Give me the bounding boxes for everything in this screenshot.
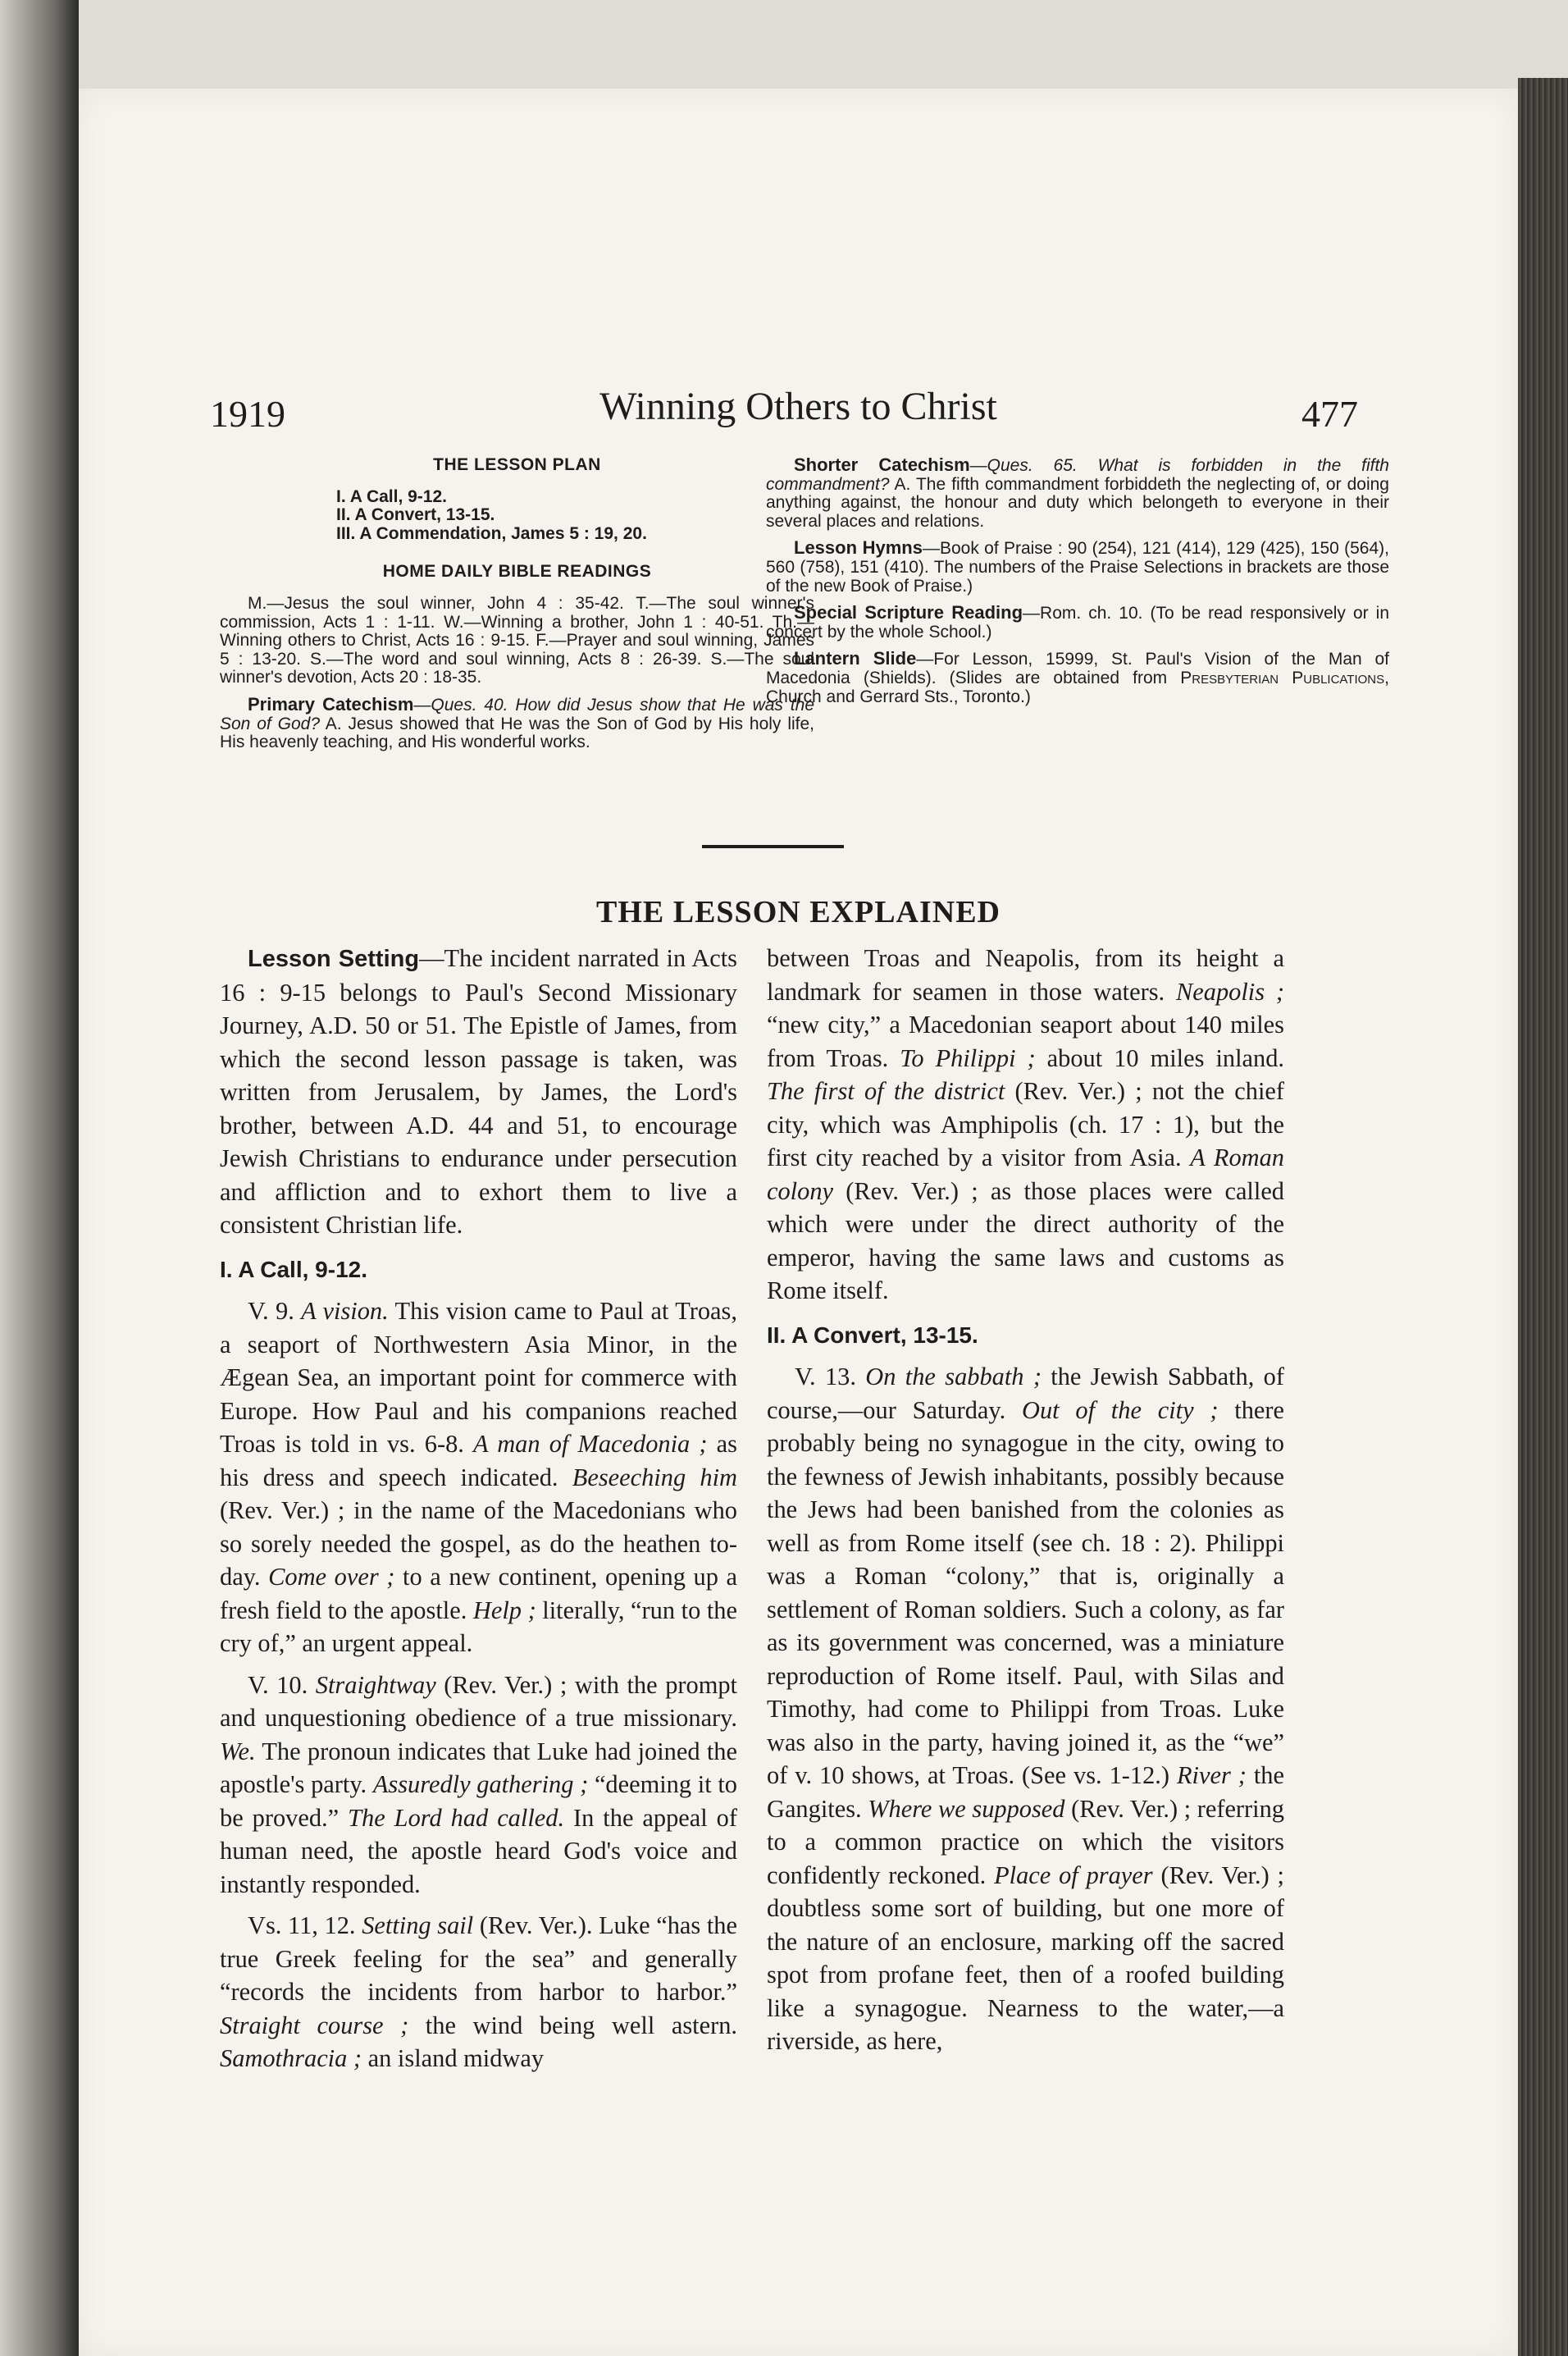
primary-catechism-answer: A. Jesus showed that He was the Son of God by His holy life, His heavenly teaching, and His wonderful works. bbox=[220, 714, 814, 752]
verse-term: The Lord had called. bbox=[348, 1803, 565, 1832]
verse-term: Place of prayer bbox=[994, 1861, 1153, 1889]
lesson-plan-heading: THE LESSON PLAN bbox=[433, 455, 601, 474]
verse-term: Samothracia ; bbox=[220, 2044, 362, 2072]
verse-term: Where we supposed bbox=[868, 1794, 1065, 1823]
verse-term: A Roman colony bbox=[767, 1144, 1284, 1205]
verse-term: Straightway bbox=[315, 1670, 436, 1699]
verse-term: Setting sail bbox=[362, 1911, 474, 1939]
verse-term: River ; bbox=[1176, 1761, 1247, 1789]
lesson-setting bbox=[220, 942, 737, 1242]
section-heading-call: I. A Call, 9-12. bbox=[220, 1256, 367, 1282]
verse-term: To Philippi ; bbox=[900, 1043, 1036, 1072]
verse-term: The first of the district bbox=[767, 1077, 1005, 1105]
lantern-slide-label: Lantern Slide bbox=[794, 648, 917, 669]
special-reading-label: Special Scripture Reading bbox=[794, 602, 1023, 623]
running-head bbox=[79, 308, 1518, 435]
verse-term: On the sabbath ; bbox=[865, 1363, 1042, 1390]
verse-text: (Rev. Ver.). Luke “has the true Greek feeling for the sea” and generally “records the incidents from harbor to harbor.” bbox=[220, 1911, 737, 2006]
section-title: THE LESSON EXPLAINED bbox=[595, 895, 1001, 929]
lantern-slide-text-end: , Church and Gerrard Sts., Toronto.) bbox=[766, 668, 1389, 706]
verse-10 bbox=[220, 1669, 737, 1902]
verse-term: A vision. bbox=[301, 1297, 389, 1325]
section-divider bbox=[702, 845, 844, 848]
verse-text: In the appeal of human need, the apostle heard God's voice and instantly responded. bbox=[220, 1803, 737, 1898]
shorter-catechism-question: What is forbidden in the fifth commandment? bbox=[766, 456, 1389, 494]
shorter-catechism-answer: A. The fifth commandment forbiddeth the neglecting of, or doing anything against, the honour and duty which belongeth to everyone in their several places and relations. bbox=[766, 474, 1389, 531]
shorter-catechism-ques: —Ques. 65. bbox=[969, 456, 1078, 475]
lesson-plan-list bbox=[220, 488, 814, 544]
verse-text: (Rev. Ver.) ; with the prompt and unquestioning obedience of a true missionary. bbox=[220, 1670, 737, 1732]
verse-text-split: an island midway bbox=[362, 2044, 545, 2072]
special-reading bbox=[766, 604, 1389, 642]
verse-text: the wind being well astern. bbox=[408, 2011, 738, 2039]
verse-ref: V. 10. bbox=[248, 1670, 316, 1699]
lantern-slide-publisher: Presbyterian Publications bbox=[1180, 668, 1385, 687]
verse-term: Beseeching him bbox=[572, 1463, 737, 1491]
daily-readings-text: M.—Jesus the soul winner, John 4 : 35-42. T.—The soul winner's commission, Acts 1 : 1-11. W.—Winning a brother, John 1 : 40-51. Th.—Winning others to Christ, Acts 16 : 9-15. F.—Prayer and soul winning, James 5 : 13-20. S.—The word and soul winning, Acts 8 : 26-39. S.—The soul winner's devotion, Acts 20 : 18-35. bbox=[220, 593, 814, 687]
verse-term: Out of the city ; bbox=[1022, 1395, 1219, 1424]
verse-term: Come over ; bbox=[268, 1563, 395, 1591]
lesson-hymns-text: —Book of Praise : 90 (254), 121 (414), 129 (425), 150 (564), 560 (758), 151 (410). The numbers of the Praise Selections in brackets are those of the new Book of Praise.) bbox=[766, 539, 1389, 596]
daily-readings-heading: HOME DAILY BIBLE READINGS bbox=[382, 562, 652, 582]
lantern-slide bbox=[766, 650, 1389, 706]
lesson-hymns bbox=[766, 539, 1389, 596]
verse-text: the Gangites. bbox=[767, 1761, 1284, 1823]
verse-term: We. bbox=[220, 1737, 256, 1765]
primary-catechism-label: Primary Catechism bbox=[248, 693, 414, 715]
verse-ref: Vs. 11, 12. bbox=[248, 1911, 362, 1939]
lesson-info-right bbox=[766, 456, 1389, 706]
book-fore-edge bbox=[1518, 78, 1568, 2356]
verse-term: Neapolis ; bbox=[1175, 977, 1284, 1006]
verse-text: (Rev. Ver.) ; as those places were called which were under the direct authority of the emperor, having the same laws and customs as Rome itself. bbox=[767, 1176, 1284, 1304]
verse-text: (Rev. Ver.) ; doubtless some sort of building, but one more of the nature of an enclosure, marking off the sacred spot from profane feet, then of a roofed building like a synagogue. Nearness to the water,—a riverside, as here, bbox=[767, 1861, 1284, 2055]
verse-ref: V. 9. bbox=[248, 1297, 302, 1325]
verse-term: A man of Macedonia ; bbox=[473, 1430, 708, 1458]
book-gutter bbox=[0, 0, 79, 2356]
verse-text: literally, “run to the cry of,” an urgent appeal. bbox=[220, 1596, 737, 1657]
lesson-plan-item: III. A Commendation, James 5 : 19, 20. bbox=[336, 523, 647, 543]
lesson-plan-item: II. A Convert, 13-15. bbox=[336, 505, 495, 525]
verse-term: Assuredly gathering ; bbox=[372, 1770, 589, 1798]
page-year: 1919 bbox=[210, 393, 285, 435]
lesson-plan-item: I. A Call, 9-12. bbox=[336, 486, 447, 506]
lantern-slide-text: —For Lesson, 15999, St. Paul's Vision of the Man of Macedonia (Shields). (Slides are obtained from bbox=[766, 650, 1390, 687]
shorter-catechism-label: Shorter Catechism bbox=[794, 454, 970, 475]
verse-ref: V. 13. bbox=[795, 1363, 866, 1390]
verse-text: there probably being no synagogue in the city, owing to the fewness of Jewish inhabitants, possibly because the Jews had been banished from the colonies as well as from Rome itself (see ch. 18 : 2). Philippi was a Roman “colony,” that is, originally a settlement of Roman soldiers. Such a colony, as far as its government was concerned, was a miniature reproduction of Rome itself. Paul, with Silas and Timothy, had come to Philippi from Troas. Luke was also in the party, having joined it, as the “we” of v. 10 shows, at Troas. (See vs. 1-12.) bbox=[767, 1395, 1284, 1789]
body-column-left bbox=[220, 942, 737, 2075]
verse-text: as his dress and speech indicated. bbox=[220, 1430, 737, 1491]
lesson-info-left bbox=[220, 456, 814, 752]
shorter-catechism bbox=[766, 456, 1389, 531]
verse-text: (Rev. Ver.) ; not the chief city, which was Amphipolis (ch. 17 : 1), but the first city reached by a visitor from Asia. bbox=[767, 1077, 1284, 1171]
page-title: Winning Others to Christ bbox=[599, 385, 997, 428]
verse-text: about 10 miles inland. bbox=[1035, 1043, 1285, 1072]
page-number: 477 bbox=[1301, 393, 1358, 435]
primary-catechism-ques: —Ques. 40. bbox=[413, 695, 508, 715]
primary-catechism bbox=[220, 693, 815, 752]
verse-text: This vision came to Paul at Troas, a seaport of Northwestern Asia Minor, in the Ægean Sea, an important point for commerce with Europe. How Paul and his companions reached Troas is told in vs. 6-8. bbox=[220, 1297, 737, 1458]
verse-text: The pronoun indicates that Luke had joined the apostle's party. bbox=[220, 1737, 737, 1798]
section-heading-convert: II. A Convert, 13-15. bbox=[767, 1322, 978, 1348]
verse-text: (Rev. Ver.) ; referring to a common practice on which the visitors confidently reckoned. bbox=[767, 1794, 1285, 1889]
primary-catechism-question: How did Jesus show that He was the Son of God? bbox=[220, 695, 815, 733]
verse-text: the Jewish Sabbath, of course,—our Saturday. bbox=[767, 1363, 1284, 1424]
verse-13 bbox=[767, 1360, 1284, 2058]
verse-text-split: between Troas and Neapolis, from its height a landmark for seamen in those waters. bbox=[767, 944, 1284, 1006]
body-column-right bbox=[767, 942, 1284, 2058]
verse-term: Help ; bbox=[472, 1596, 536, 1624]
verses-11-12-continued bbox=[767, 942, 1284, 1308]
lesson-setting-text: —The incident narrated in Acts 16 : 9-15 belongs to Paul's Second Missionary Journey, A.D. 50 or 51. The Epistle of James, from which the second lesson passage is taken, was written from Jerusalem, by James, the Lord's brother, between A.D. 44 and 51, to encourage Jewish Christians to endurance under persecution and affliction and to exhort them to live a consistent Christian life. bbox=[220, 944, 737, 1239]
verse-text: “deeming it to be proved.” bbox=[220, 1770, 737, 1832]
verse-text: “new city,” a Macedonian seaport about 140 miles from Troas. bbox=[767, 1011, 1284, 1072]
verse-term: Straight course ; bbox=[220, 2011, 409, 2039]
verse-9 bbox=[220, 1294, 737, 1660]
verse-text: to a new continent, opening up a fresh field to the apostle. bbox=[220, 1563, 738, 1624]
lesson-hymns-label: Lesson Hymns bbox=[794, 537, 923, 559]
lesson-setting-label: Lesson Setting bbox=[248, 946, 420, 972]
verse-text: (Rev. Ver.) ; in the name of the Macedonians who so sorely needed the gospel, as do the heathen to-day. bbox=[220, 1496, 737, 1591]
book-page bbox=[79, 89, 1518, 2356]
verses-11-12 bbox=[220, 1909, 737, 2075]
special-reading-text: —Rom. ch. 10. (To be read responsively or in concert by the whole School.) bbox=[766, 604, 1390, 642]
